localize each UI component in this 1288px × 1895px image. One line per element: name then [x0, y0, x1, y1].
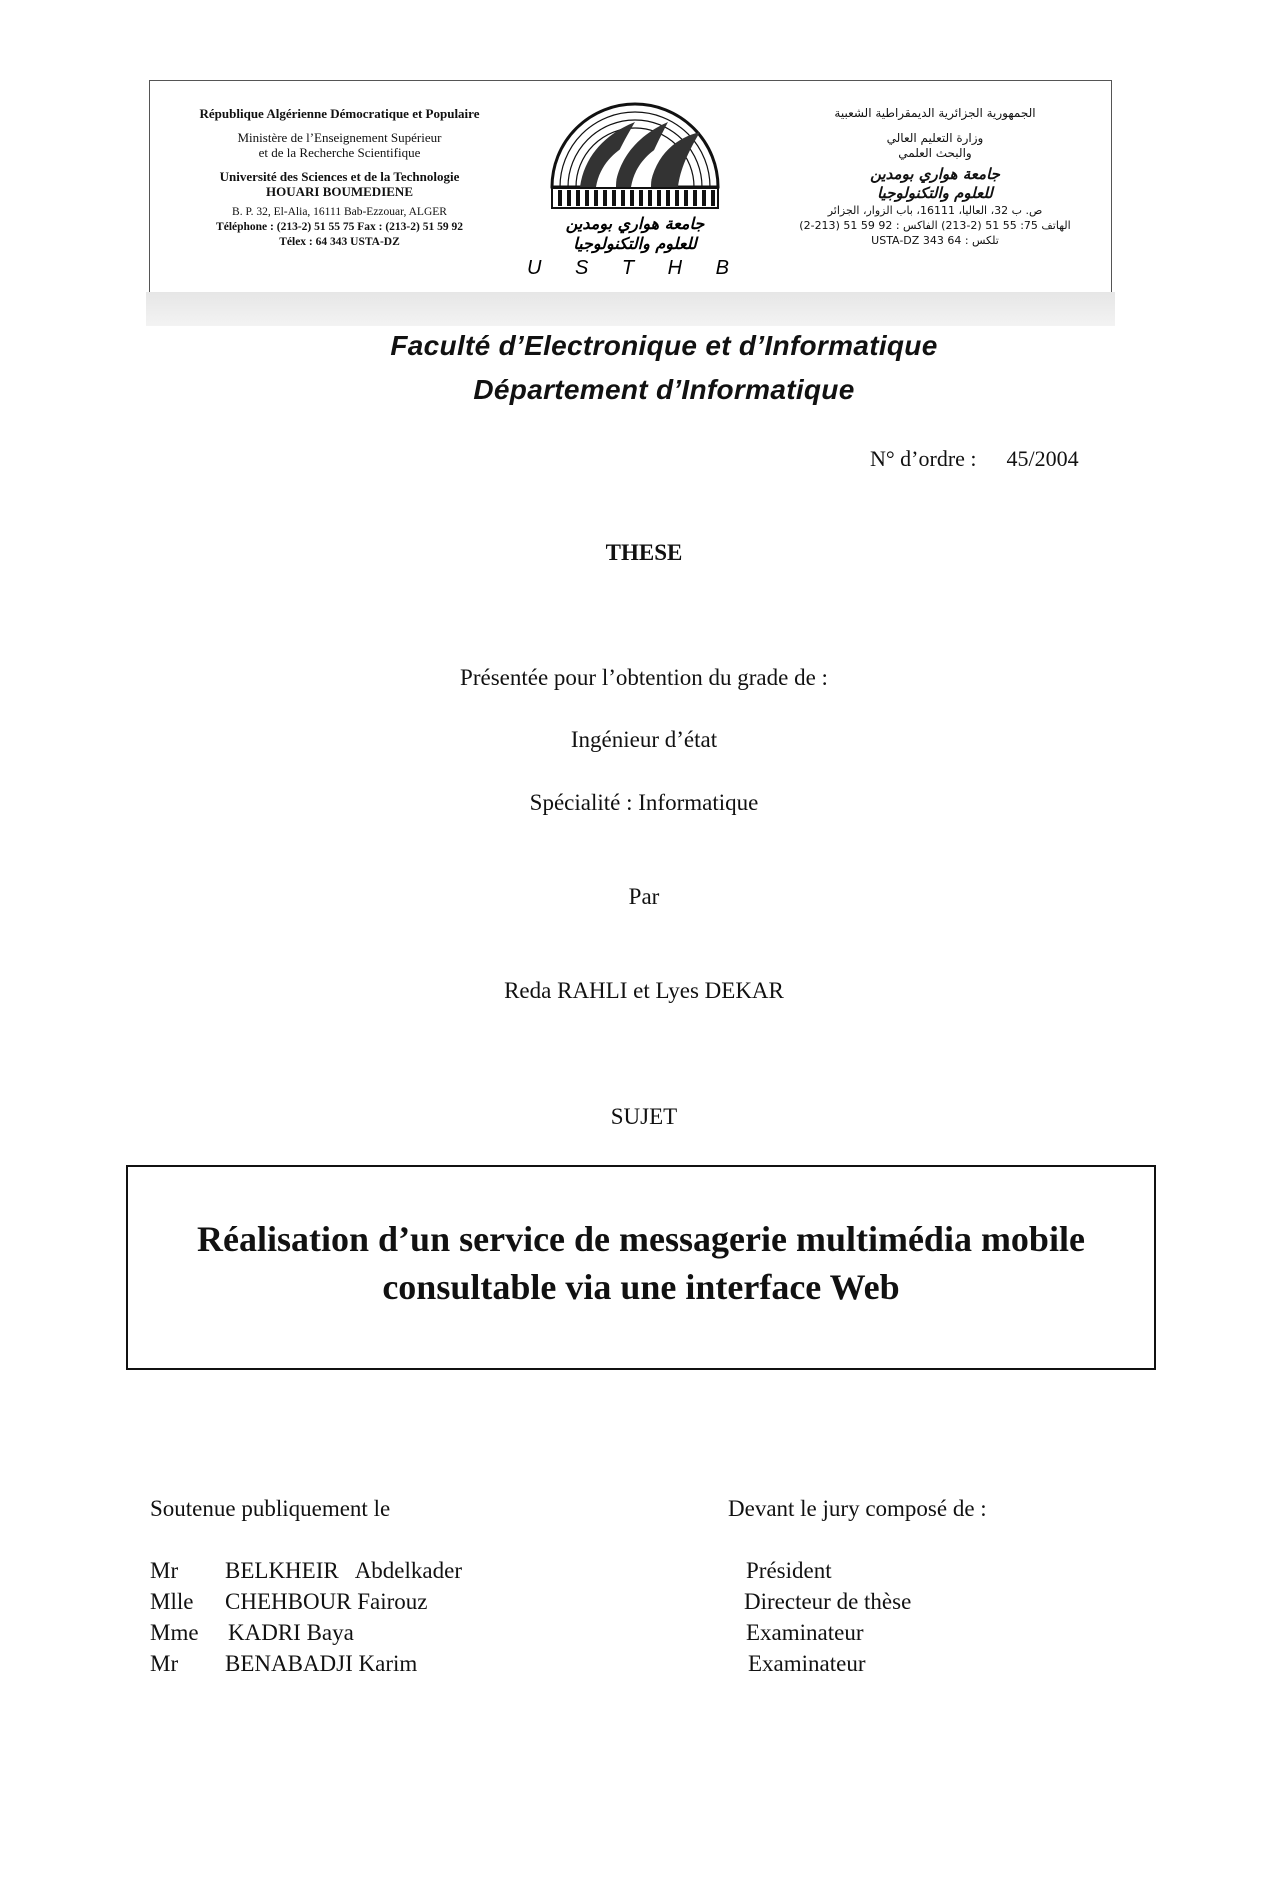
- jury-title: Mr: [150, 1651, 179, 1676]
- phone-ar: الهاتف 75: 55 51 (2-213) الفاكس : 92 59 51 (213-2): [799, 219, 1071, 232]
- degree: Ingénieur d’état: [570, 727, 718, 752]
- header-left-block: [162, 106, 517, 250]
- jury-name: BENABADJI Karim: [225, 1651, 418, 1676]
- jury-name: BELKHEIR Abdelkader: [225, 1558, 462, 1583]
- subject-title-line1: Réalisation d’un service de messagerie multimédia mobile: [197, 1219, 1085, 1259]
- order-label: N° d’ordre :: [870, 446, 977, 471]
- jury-title: Mr: [150, 1558, 179, 1583]
- order-value: 45/2004: [1006, 446, 1079, 471]
- defended-publicly: Soutenue publiquement le: [150, 1496, 391, 1521]
- these-heading: THESE: [605, 540, 683, 565]
- logo-arabic-line1: جامعة هواري بومدين: [565, 214, 705, 233]
- republic-ar: الجمهورية الجزائرية الديمقراطية الشعبية: [834, 106, 1036, 120]
- subject-title: [126, 1215, 1156, 1311]
- order-number: [870, 446, 1079, 472]
- phone-fr: Téléphone : (213-2) 51 55 75 Fax : (213-2) 51 59 92: [216, 221, 463, 233]
- jury-role: Président: [746, 1558, 832, 1583]
- by-label: Par: [628, 884, 660, 909]
- faculty-title: Faculté d’Electronique et d’Informatique: [390, 330, 938, 361]
- speciality: Spécialité : Informatique: [529, 790, 759, 815]
- logo-acronym: U S T H B: [526, 257, 744, 279]
- address-ar: ص. ب 32، العاليا، 16111، باب الزوار، الجزائر: [827, 204, 1043, 217]
- jury-heading: Devant le jury composé de :: [728, 1496, 987, 1521]
- telex-fr: Télex : 64 343 USTA-DZ: [279, 236, 400, 248]
- ministry-ar-line1: وزارة التعليم العالي: [886, 131, 984, 145]
- university-fr-line2: HOUARI BOUMEDIENE: [266, 184, 413, 199]
- jury-title: Mme: [150, 1620, 199, 1645]
- university-fr-line1: Université des Sciences et de la Technologie: [219, 169, 460, 184]
- presented-for: Présentée pour l’obtention du grade de :: [460, 665, 828, 690]
- authors: Reda RAHLI et Lyes DEKAR: [504, 978, 784, 1003]
- logo-arabic-line2: للعلوم والتكنولوجيا: [573, 234, 697, 253]
- usthb-logo: [526, 92, 744, 282]
- ministry-fr-line2: et de la Recherche Scientifique: [258, 145, 421, 160]
- header-right-block: [770, 106, 1100, 248]
- usthb-emblem-icon: [526, 92, 744, 282]
- header-banner-shadow: [146, 292, 1115, 326]
- jury-role: Directeur de thèse: [744, 1589, 912, 1614]
- jury-name: CHEHBOUR Fairouz: [225, 1589, 428, 1614]
- university-ar-line1: جامعة هواري بومدين: [870, 165, 1000, 183]
- telex-ar: تلكس : 64 343 USTA-DZ: [871, 234, 999, 247]
- subject-label: SUJET: [610, 1104, 678, 1129]
- jury-role: Examinateur: [746, 1620, 864, 1645]
- subject-title-line2: consultable via une interface Web: [382, 1267, 900, 1307]
- jury-name: KADRI Baya: [228, 1620, 354, 1645]
- address-fr: B. P. 32, El-Alia, 16111 Bab-Ezzouar, ALGER: [232, 206, 447, 218]
- republic-fr: République Algérienne Démocratique et Populaire: [199, 106, 480, 121]
- jury-role: Examinateur: [748, 1651, 866, 1676]
- university-ar-line2: للعلوم والتكنولوجيا: [877, 184, 993, 202]
- department-title: Département d’Informatique: [473, 374, 855, 405]
- ministry-fr-line1: Ministère de l’Enseignement Supérieur: [237, 130, 442, 145]
- ministry-ar-line2: والبحث العلمي: [898, 146, 972, 160]
- jury-title: Mlle: [150, 1589, 194, 1614]
